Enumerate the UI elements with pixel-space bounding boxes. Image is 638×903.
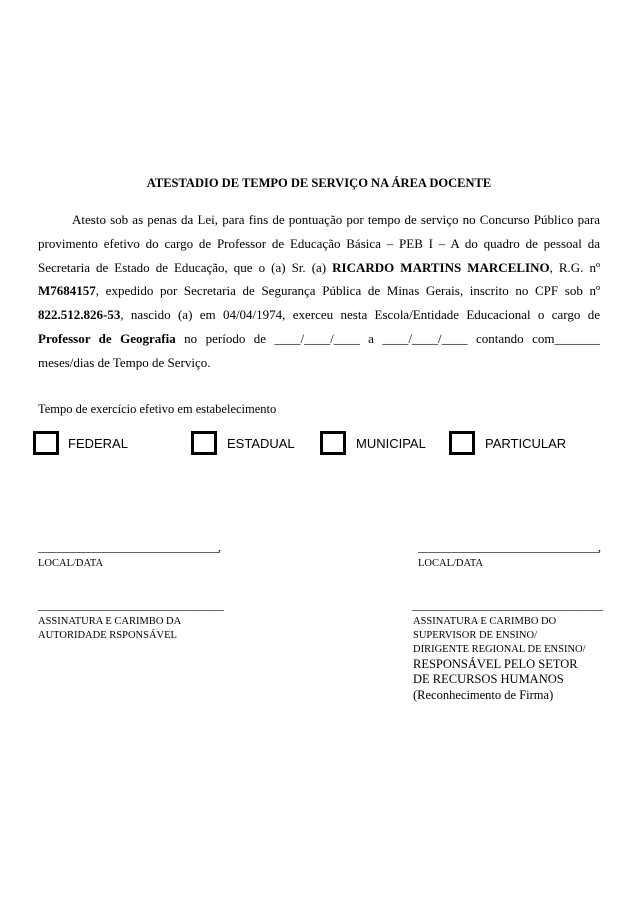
checkbox-municipal[interactable] [320,431,346,455]
left-signature-line: _____________________________________ [38,598,223,612]
document-title: ATESTADIO DE TEMPO DE SERVIÇO NA ÁREA DOCENTE [146,176,492,190]
right-signature-line: ______________________________________ [412,598,602,612]
option-federal-label: FEDERAL [68,436,128,451]
left-local-data-line: ____________________________________, [38,540,220,554]
right-signature-caption-1: ASSINATURA E CARIMBO DO [413,616,557,627]
left-local-data-label: LOCAL/DATA [38,558,104,569]
rg-number: M7684157 [38,283,96,299]
attestation-paragraph [38,208,600,351]
body-text-3: , expedido por Secretaria de Segurança Pública de Minas Gerais, inscrito no CPF sob nº [95,283,600,299]
body-text-1: Atesto sob as penas da Lei, para fins de pontuação por tempo de serviço no Concurso Público para provimento efetivo do cargo de Professor de Educação Básica – PEB I – A do quadro de pessoal da Secretaria de Estado de Educação, que o (a) Sr. (a) [38,212,600,275]
service-time-line: meses/dias de Tempo de Serviço. [38,354,211,370]
option-municipal-label: MUNICIPAL [356,436,426,451]
right-signature-caption-5: DE RECURSOS HUMANOS [413,672,564,686]
left-signature-caption-2: AUTORIDADE RSPONSÁVEL [38,630,177,641]
right-local-data-line: ____________________________________, [418,540,600,554]
body-text-5: no período de ____/____/____ a ____/____/____ contando com_______ [175,330,601,346]
attestation-body [38,208,600,375]
body-text-2: , R.G. nº [549,259,601,275]
right-local-data-label: LOCAL/DATA [418,558,484,569]
left-signature-caption-1: ASSINATURA E CARIMBO DA [38,616,182,627]
exercise-label: Tempo de exercício efetivo em estabelecimento [38,402,277,416]
option-particular-label: PARTICULAR [485,436,567,451]
checkbox-particular[interactable] [449,431,475,455]
checkbox-federal[interactable] [33,431,59,455]
option-estadual-label: ESTADUAL [227,436,295,451]
right-signature-caption-2: SUPERVISOR DE ENSINO/ [413,630,538,641]
cpf-number: 822.512.826-53 [38,307,121,323]
role-name: Professor de Geografia [38,330,176,346]
person-name: RICARDO MARTINS MARCELINO [332,259,550,275]
right-signature-caption-6: (Reconhecimento de Firma) [413,688,554,702]
right-signature-caption-3: DIRIGENTE REGIONAL DE ENSINO/ [413,644,586,655]
checkbox-estadual[interactable] [191,431,217,455]
body-text-4: , nascido (a) em 04/04/1974, exerceu nesta Escola/Entidade Educacional o cargo de [120,307,600,323]
right-signature-caption-4: RESPONSÁVEL PELO SETOR [413,657,578,671]
